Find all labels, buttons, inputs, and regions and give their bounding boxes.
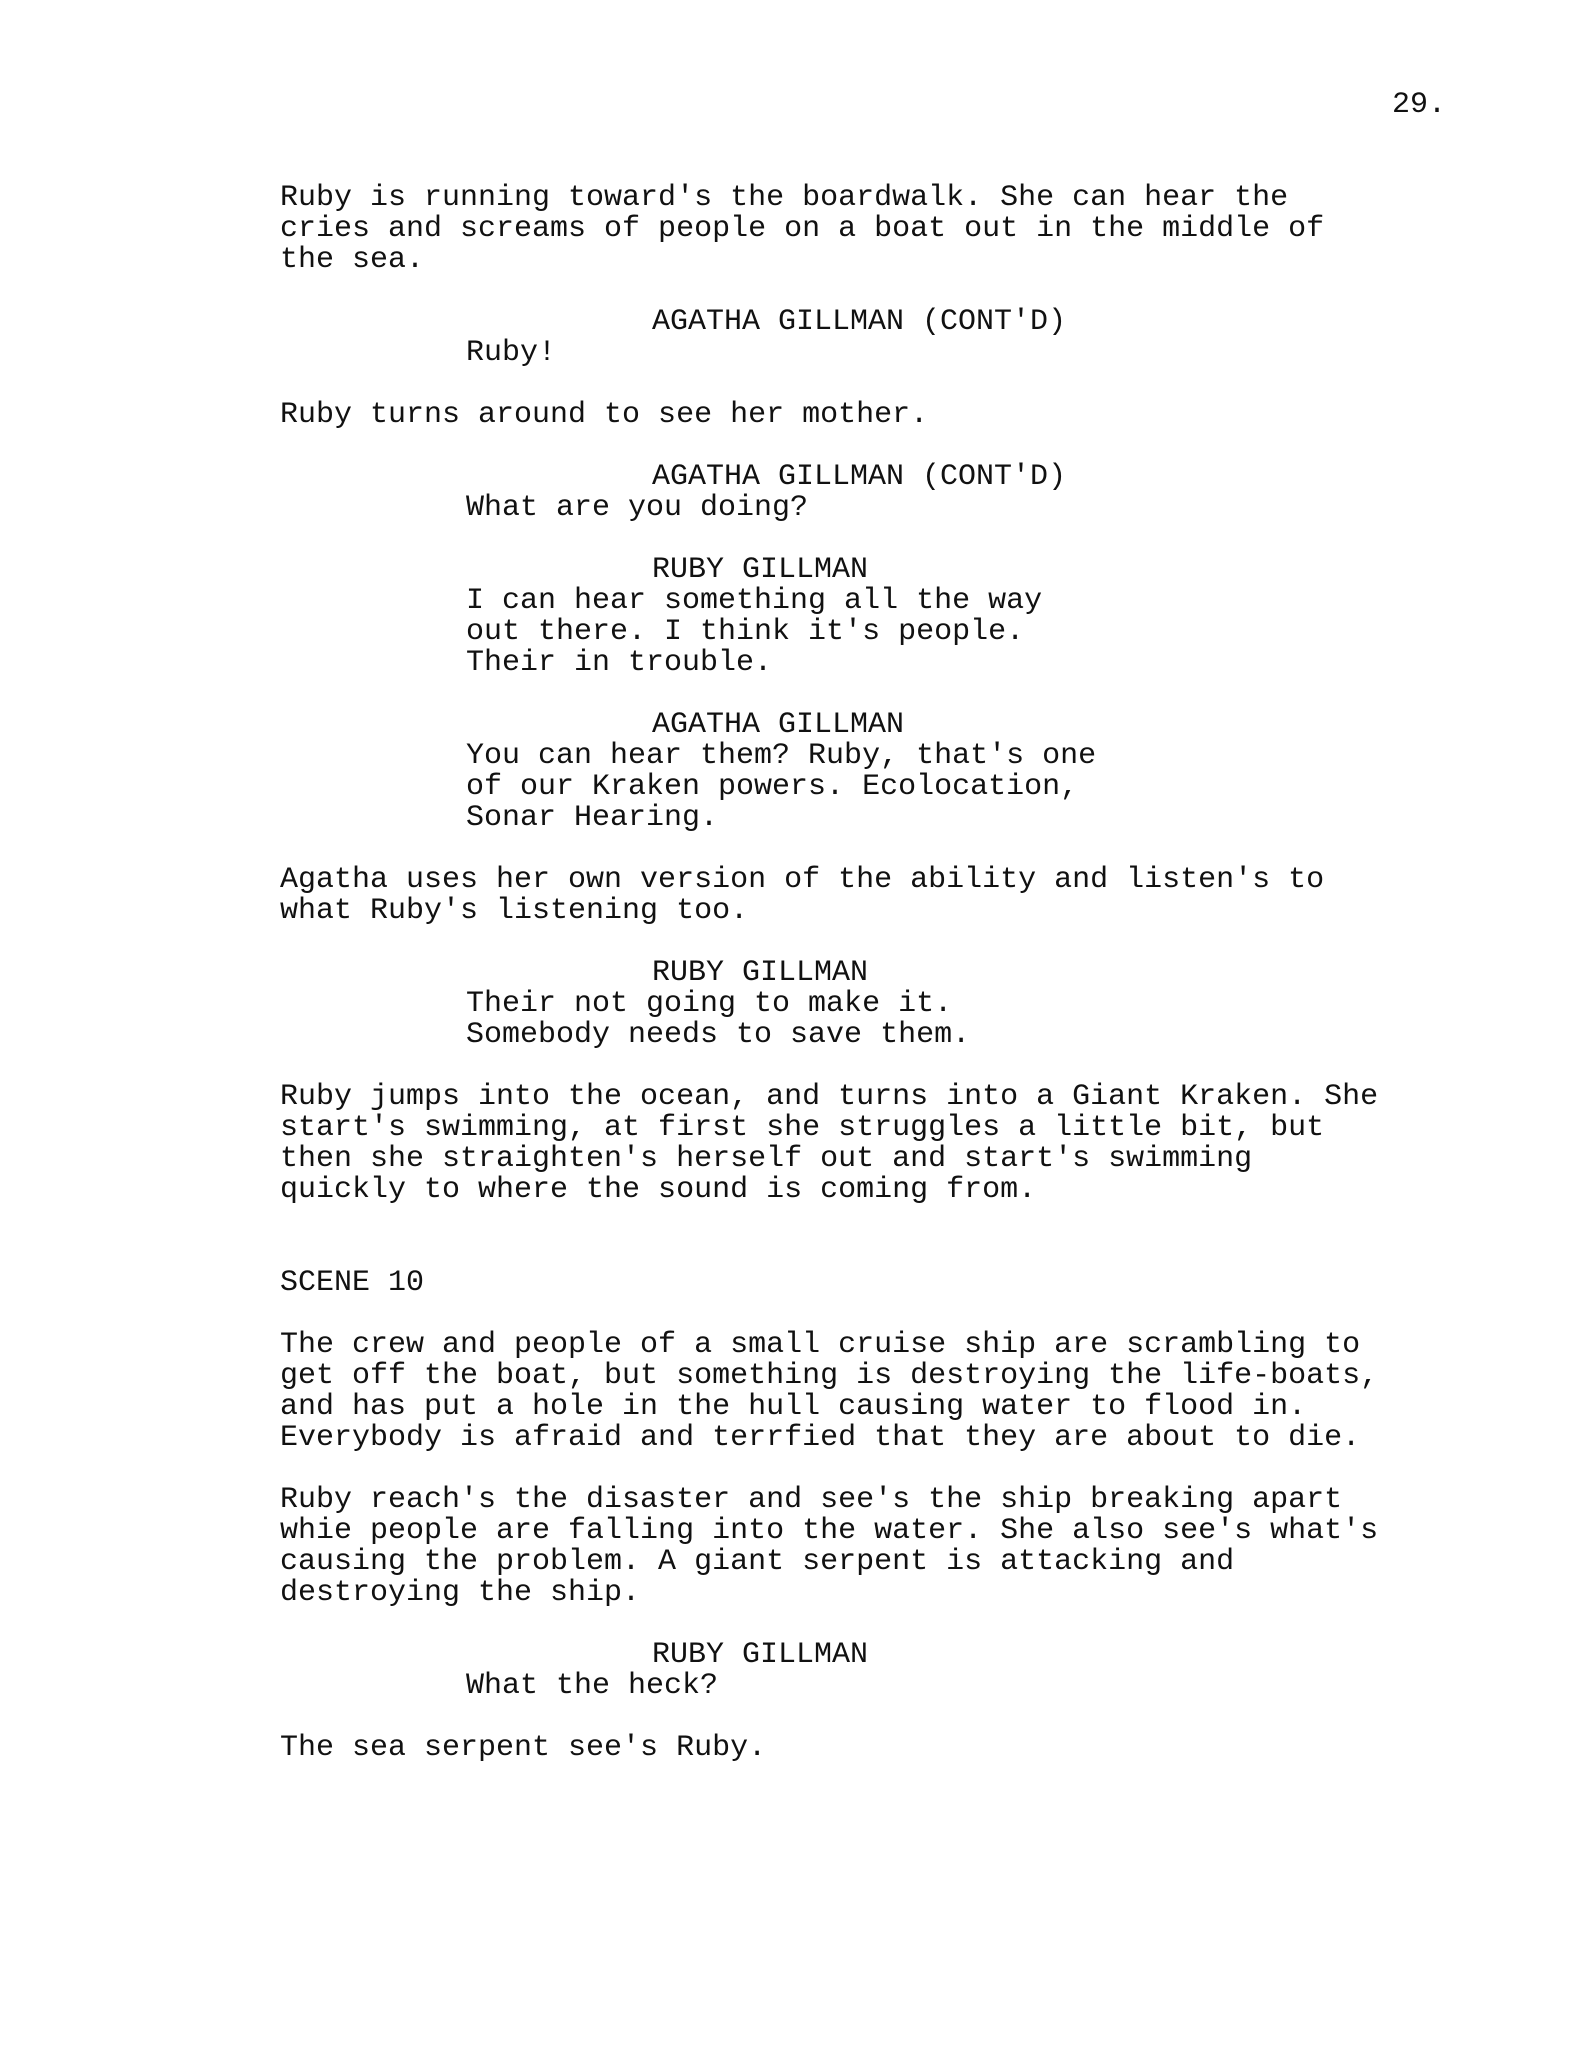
dialogue-text: What the heck?: [466, 1669, 719, 1703]
character-name: AGATHA GILLMAN (CONT'D): [652, 460, 1067, 494]
action-line: Ruby is running toward's the boardwalk. She can hear the cries and screams of people on a boat out in the middle of the sea.: [280, 181, 1325, 277]
character-name: AGATHA GILLMAN: [652, 708, 905, 742]
dialogue-text: What are you doing?: [466, 491, 809, 525]
dialogue-block: [0, 462, 1583, 524]
dialogue-block: [0, 307, 1583, 369]
action-line: Ruby reach's the disaster and see's the ship breaking apart whie people are falling into the water. She also see's what's causing the problem. A giant serpent is attacking and destroying the ship.: [280, 1483, 1379, 1610]
page-number: 29.: [1391, 88, 1446, 122]
action-line: The sea serpent see's Ruby.: [280, 1731, 767, 1765]
dialogue-block: [0, 555, 1583, 679]
screenplay-body: [0, 183, 1583, 1795]
dialogue-block: [0, 958, 1583, 1051]
scene-heading: SCENE 10: [280, 1266, 425, 1300]
character-name: RUBY GILLMAN: [652, 553, 869, 587]
dialogue-block: [0, 710, 1583, 834]
dialogue-text: I can hear something all the way out there. I think it's people. Their in trouble.: [466, 584, 1043, 680]
character-name: AGATHA GILLMAN (CONT'D): [652, 305, 1067, 339]
dialogue-text: Ruby!: [466, 336, 557, 370]
dialogue-text: You can hear them? Ruby, that's one of our Kraken powers. Ecolocation, Sonar Hearing.: [466, 739, 1097, 835]
character-name: RUBY GILLMAN: [652, 1638, 869, 1672]
action-line: The crew and people of a small cruise ship are scrambling to get off the boat, but something is destroying the life-boats, and has put a hole in the hull causing water to flood in. Everybody is afraid and terrfied that they are about to die.: [280, 1328, 1379, 1455]
dialogue-block: [0, 1640, 1583, 1702]
action-line: Ruby jumps into the ocean, and turns into a Giant Kraken. She start's swimming, at first she struggles a little bit, but then she straighten's herself out and start's swimming quickly to where the sound is coming from.: [280, 1080, 1379, 1207]
character-name: RUBY GILLMAN: [652, 956, 869, 990]
action-line: Ruby turns around to see her mother.: [280, 398, 929, 432]
action-line: Agatha uses her own version of the ability and listen's to what Ruby's listening too.: [280, 863, 1325, 928]
spacer: [0, 1237, 1583, 1268]
dialogue-text: Their not going to make it. Somebody needs to save them.: [466, 987, 971, 1052]
